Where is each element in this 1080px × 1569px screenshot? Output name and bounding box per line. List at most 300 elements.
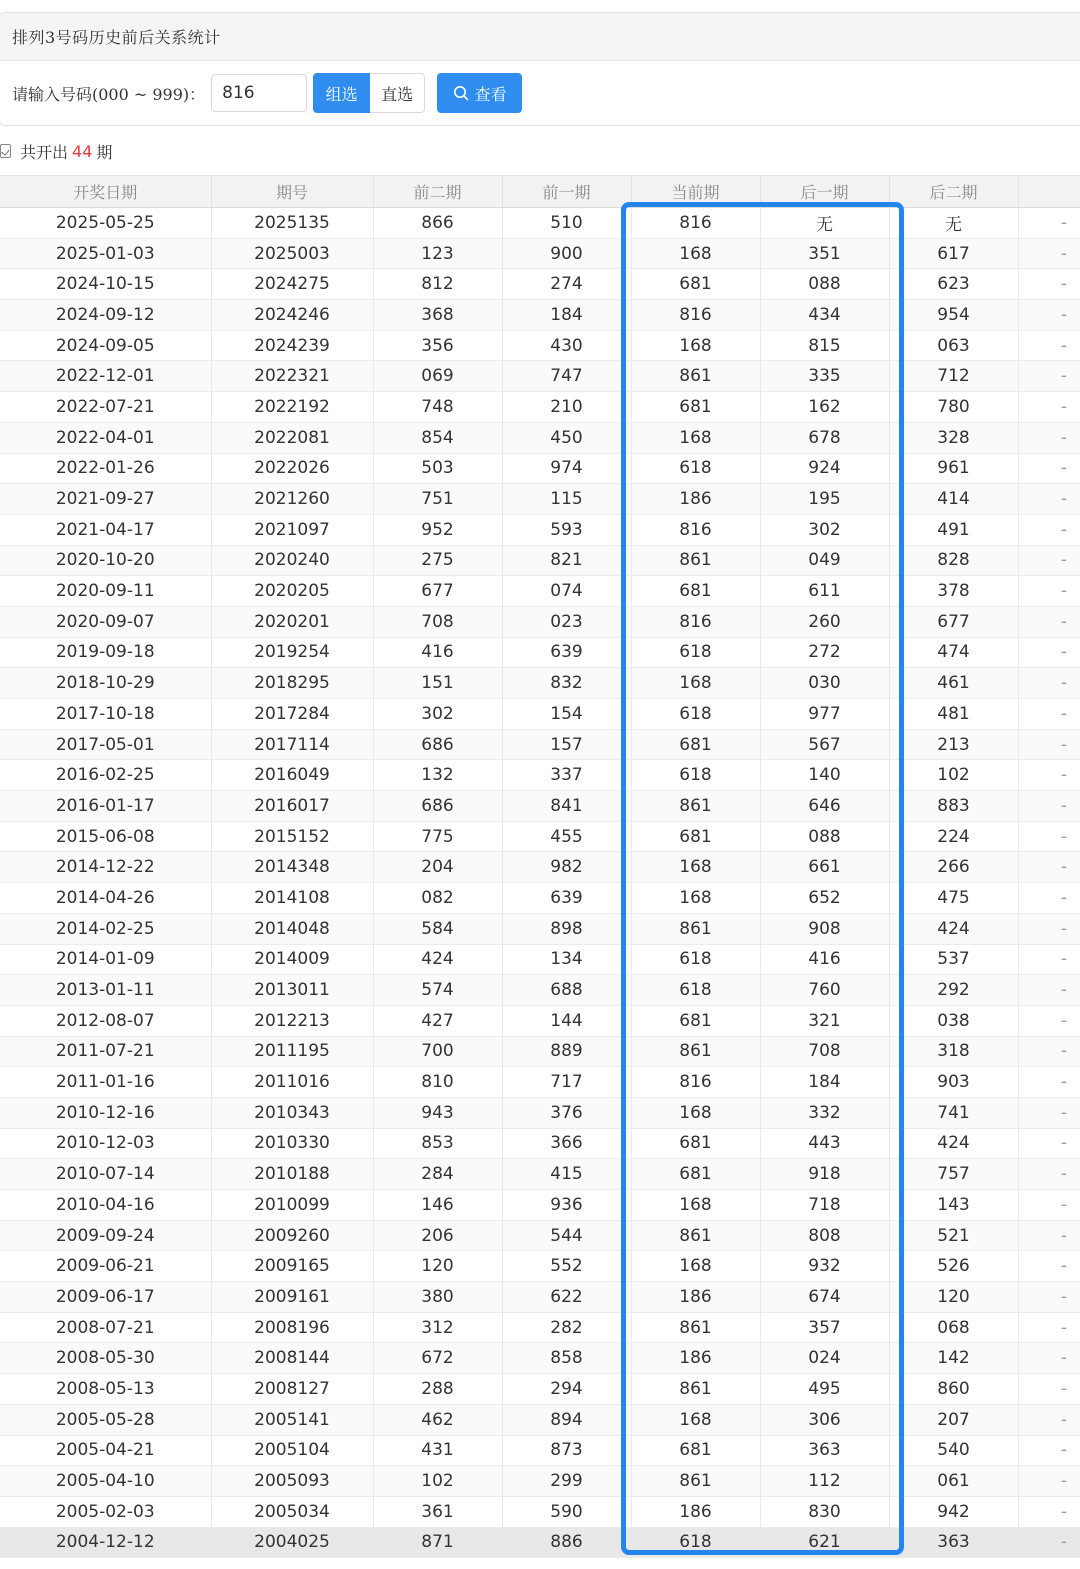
table-cell: 168 [631,1251,760,1282]
group-mode-button[interactable]: 组选 [313,73,370,113]
table-cell: 2005-04-21 [0,1435,211,1466]
table-cell: 2020-09-11 [0,576,211,607]
table-cell: 115 [502,484,631,515]
table-cell: 810 [373,1067,502,1098]
table-cell: 812 [373,269,502,300]
table-cell: 623 [889,269,1018,300]
table-cell: 2022-07-21 [0,392,211,423]
table-cell: 861 [631,1312,760,1343]
table-cell: 2022-12-01 [0,361,211,392]
number-input[interactable] [211,74,307,112]
table-cell: 873 [502,1435,631,1466]
table-cell-overflow: - [1018,422,1080,453]
table-cell: 639 [502,883,631,914]
table-row [0,699,1080,730]
table-row [0,668,1080,699]
table-cell: 146 [373,1190,502,1221]
table-cell: 861 [631,1466,760,1497]
table-cell: 186 [631,1496,760,1527]
table-cell: 302 [760,514,889,545]
table-cell-overflow: - [1018,1005,1080,1036]
table-cell-overflow: - [1018,576,1080,607]
result-summary [0,138,112,164]
table-cell: 932 [760,1251,889,1282]
table-cell: 674 [760,1282,889,1313]
table-cell: 717 [502,1067,631,1098]
table-cell: 677 [373,576,502,607]
table-cell: 2008127 [211,1374,373,1405]
table-cell: 376 [502,1097,631,1128]
table-cell: 2020240 [211,545,373,576]
table-cell: 462 [373,1404,502,1435]
table-cell: 416 [760,944,889,975]
table-cell: 2008-05-13 [0,1374,211,1405]
table-cell: 2025-05-25 [0,208,211,239]
table-cell: 681 [631,1159,760,1190]
table-row [0,361,1080,392]
table-row [0,637,1080,668]
table-cell: 898 [502,913,631,944]
table-cell: 646 [760,791,889,822]
table-cell: 168 [631,668,760,699]
summary-suffix: 期 [96,142,113,162]
summary-prefix: 共开出 [20,142,69,162]
table-cell: 816 [631,514,760,545]
search-icon [453,85,469,101]
view-button[interactable] [437,73,522,113]
table-cell: 023 [502,606,631,637]
table-cell: 123 [373,238,502,269]
table-cell-overflow: - [1018,392,1080,423]
table-cell-overflow: - [1018,1435,1080,1466]
table-cell: 424 [889,913,1018,944]
table-cell: 024 [760,1343,889,1374]
table-cell: 617 [889,238,1018,269]
table-cell: 157 [502,729,631,760]
table-cell: 260 [760,606,889,637]
table-row [0,1312,1080,1343]
table-cell: 416 [373,637,502,668]
table-cell: 751 [373,484,502,515]
table-cell: 621 [760,1527,889,1558]
table-cell: 140 [760,760,889,791]
table-cell: 688 [502,975,631,1006]
table-cell: 2017-05-01 [0,729,211,760]
table-cell: 272 [760,637,889,668]
table-cell-overflow: - [1018,330,1080,361]
table-cell: 318 [889,1036,1018,1067]
table-header-row [0,176,1080,208]
table-cell: 861 [631,913,760,944]
table-cell: 2009165 [211,1251,373,1282]
table-cell: 2022026 [211,453,373,484]
table-cell: 860 [889,1374,1018,1405]
table-cell: 038 [889,1005,1018,1036]
table-cell: 2010188 [211,1159,373,1190]
table-cell: 030 [760,668,889,699]
table-cell: 168 [631,1190,760,1221]
table-row [0,1527,1080,1558]
table-row [0,1128,1080,1159]
table-cell: 2021097 [211,514,373,545]
table-cell: 900 [502,238,631,269]
table-cell: 207 [889,1404,1018,1435]
table-row [0,1282,1080,1313]
table-cell-overflow: - [1018,1282,1080,1313]
table-cell: 780 [889,392,1018,423]
table-cell: 337 [502,760,631,791]
table-cell: 677 [889,606,1018,637]
table-cell: 475 [889,883,1018,914]
table-cell: 2022321 [211,361,373,392]
table-cell: 2005-05-28 [0,1404,211,1435]
table-cell: 2019-09-18 [0,637,211,668]
search-row [0,61,1080,125]
table-cell: 681 [631,1128,760,1159]
number-input-label: 请输入号码(000 ~ 999)： [12,84,206,104]
table-cell: 481 [889,699,1018,730]
table-cell: 861 [631,1374,760,1405]
table-cell: 2021-09-27 [0,484,211,515]
table-cell: 455 [502,821,631,852]
table-cell: 2022081 [211,422,373,453]
table-cell: 2004025 [211,1527,373,1558]
table-cell: 815 [760,330,889,361]
table-cell: 2016049 [211,760,373,791]
table-cell-overflow: - [1018,1496,1080,1527]
table-cell: 681 [631,1005,760,1036]
table-cell: 2017114 [211,729,373,760]
table-cell: 2008-07-21 [0,1312,211,1343]
table-cell: 312 [373,1312,502,1343]
table-cell: 908 [760,913,889,944]
table-row [0,852,1080,883]
table-cell: 284 [373,1159,502,1190]
table-cell-overflow: - [1018,913,1080,944]
table-cell-overflow: - [1018,1036,1080,1067]
table-cell-overflow: - [1018,1312,1080,1343]
table-row [0,1159,1080,1190]
table-cell: 886 [502,1527,631,1558]
table-cell: 2014-04-26 [0,883,211,914]
table-cell: 2017284 [211,699,373,730]
table-cell: 204 [373,852,502,883]
table-cell: 2005-02-03 [0,1496,211,1527]
table-cell: 328 [889,422,1018,453]
table-body [0,208,1080,1558]
table-cell: 526 [889,1251,1018,1282]
table-row [0,1190,1080,1221]
table-cell: 574 [373,975,502,1006]
table-cell-overflow: - [1018,852,1080,883]
table-cell: 无 [889,208,1018,239]
table-cell: 299 [502,1466,631,1497]
table-cell: 335 [760,361,889,392]
table-cell: 2009-06-17 [0,1282,211,1313]
table-cell: 144 [502,1005,631,1036]
table-cell: 206 [373,1220,502,1251]
column-header: 期号 [211,176,373,208]
table-cell-overflow: - [1018,729,1080,760]
view-button-label: 查看 [474,84,507,104]
table-row [0,1220,1080,1251]
table-cell: 142 [889,1343,1018,1374]
table-cell-overflow: - [1018,1067,1080,1098]
table-row [0,821,1080,852]
history-table [0,175,1080,1558]
table-row [0,208,1080,239]
table-cell: 2024246 [211,300,373,331]
table-cell-overflow: - [1018,514,1080,545]
table-cell: 2011016 [211,1067,373,1098]
table-cell: 708 [760,1036,889,1067]
table-cell: 无 [760,208,889,239]
table-cell: 431 [373,1435,502,1466]
table-cell: 681 [631,821,760,852]
table-row [0,269,1080,300]
table-cell: 168 [631,1404,760,1435]
table-cell: 294 [502,1374,631,1405]
table-cell: 894 [502,1404,631,1435]
table-cell: 356 [373,330,502,361]
table-cell: 2016-01-17 [0,791,211,822]
table-cell: 414 [889,484,1018,515]
table-cell: 708 [373,606,502,637]
table-cell: 618 [631,453,760,484]
table-cell: 361 [373,1496,502,1527]
table-row [0,606,1080,637]
table-cell: 168 [631,422,760,453]
table-row [0,1097,1080,1128]
table-cell: 2019254 [211,637,373,668]
table-cell: 2018-10-29 [0,668,211,699]
column-header: 前二期 [373,176,502,208]
table-cell: 491 [889,514,1018,545]
table-cell: 427 [373,1005,502,1036]
table-cell: 681 [631,269,760,300]
table-row [0,238,1080,269]
table-row [0,1374,1080,1405]
table-cell: 593 [502,514,631,545]
table-cell: 718 [760,1190,889,1221]
table-cell-overflow: - [1018,1404,1080,1435]
table-row [0,422,1080,453]
table-cell: 639 [502,637,631,668]
table-cell: 495 [760,1374,889,1405]
table-cell: 2016-02-25 [0,760,211,791]
table-cell: 590 [502,1496,631,1527]
table-cell: 302 [373,699,502,730]
table-cell: 2014348 [211,852,373,883]
table-cell: 068 [889,1312,1018,1343]
table-cell-overflow: - [1018,1190,1080,1221]
table-cell-overflow: - [1018,1220,1080,1251]
table-cell: 510 [502,208,631,239]
table-cell: 2010-04-16 [0,1190,211,1221]
table-cell: 611 [760,576,889,607]
table-cell: 168 [631,1097,760,1128]
table-cell-overflow: - [1018,1097,1080,1128]
table-cell-overflow: - [1018,668,1080,699]
table-cell: 2012213 [211,1005,373,1036]
table-cell: 977 [760,699,889,730]
table-row [0,392,1080,423]
table-cell: 2010-12-16 [0,1097,211,1128]
table-cell: 274 [502,269,631,300]
table-cell: 681 [631,392,760,423]
table-row [0,1005,1080,1036]
table-cell: 2011-01-16 [0,1067,211,1098]
table-cell-overflow: - [1018,269,1080,300]
table-cell: 2014-12-22 [0,852,211,883]
table-cell-overflow: - [1018,883,1080,914]
table-cell: 434 [760,300,889,331]
table-cell-overflow: - [1018,361,1080,392]
table-cell: 2024-09-12 [0,300,211,331]
table-cell: 151 [373,668,502,699]
table-cell: 2014-01-09 [0,944,211,975]
table-cell: 2005-04-10 [0,1466,211,1497]
table-cell: 2025135 [211,208,373,239]
table-row [0,913,1080,944]
table-cell: 2010-07-14 [0,1159,211,1190]
table-cell: 2021260 [211,484,373,515]
table-cell: 168 [631,330,760,361]
table-cell: 686 [373,791,502,822]
table-cell: 2020-10-20 [0,545,211,576]
table-cell: 2025003 [211,238,373,269]
table-cell: 2009161 [211,1282,373,1313]
table-cell: 2013-01-11 [0,975,211,1006]
table-cell: 168 [631,238,760,269]
table-cell: 2005141 [211,1404,373,1435]
table-cell: 168 [631,852,760,883]
table-cell: 351 [760,238,889,269]
checklist-icon [0,144,11,158]
table-cell: 748 [373,392,502,423]
table-cell: 924 [760,453,889,484]
table-cell: 760 [760,975,889,1006]
table-row [0,883,1080,914]
table-cell: 832 [502,668,631,699]
table-cell: 686 [373,729,502,760]
table-cell: 2022192 [211,392,373,423]
table-cell-overflow: - [1018,1527,1080,1558]
table-cell: 808 [760,1220,889,1251]
table-cell: 120 [889,1282,1018,1313]
table-row [0,1251,1080,1282]
table-cell: 380 [373,1282,502,1313]
table-cell: 2011-07-21 [0,1036,211,1067]
table-cell: 672 [373,1343,502,1374]
table-cell-overflow: - [1018,699,1080,730]
table-cell: 2024275 [211,269,373,300]
table-row [0,975,1080,1006]
table-cell: 2015152 [211,821,373,852]
table-cell: 828 [889,545,1018,576]
table-cell: 918 [760,1159,889,1190]
table-cell: 618 [631,975,760,1006]
table-cell: 954 [889,300,1018,331]
table-cell: 424 [373,944,502,975]
table-cell: 816 [631,1067,760,1098]
table-cell: 712 [889,361,1018,392]
table-cell: 741 [889,1097,1018,1128]
column-header: 前一期 [502,176,631,208]
table-cell: 2014048 [211,913,373,944]
direct-mode-button[interactable]: 直选 [370,73,425,113]
table-cell: 186 [631,1282,760,1313]
table-cell: 074 [502,576,631,607]
table-cell: 112 [760,1466,889,1497]
column-header: 后二期 [889,176,1018,208]
table-cell-overflow: - [1018,545,1080,576]
table-cell: 821 [502,545,631,576]
table-cell: 2010343 [211,1097,373,1128]
table-cell: 282 [502,1312,631,1343]
table-cell: 430 [502,330,631,361]
table-cell: 2009-09-24 [0,1220,211,1251]
summary-count: 44 [72,141,93,161]
panel-title: 排列3号码历史前后关系统计 [0,13,1080,61]
table-cell: 816 [631,208,760,239]
table-row [0,484,1080,515]
table-cell: 678 [760,422,889,453]
table-cell: 883 [889,791,1018,822]
table-cell: 618 [631,760,760,791]
table-cell: 132 [373,760,502,791]
table-cell: 652 [760,883,889,914]
table-cell: 102 [889,760,1018,791]
table-cell-overflow: - [1018,975,1080,1006]
table-cell: 049 [760,545,889,576]
table-cell: 861 [631,545,760,576]
table-cell: 2016017 [211,791,373,822]
table-cell: 154 [502,699,631,730]
table-cell: 306 [760,1404,889,1435]
table-cell: 942 [889,1496,1018,1527]
table-cell: 2025-01-03 [0,238,211,269]
table-cell: 858 [502,1343,631,1374]
table-cell: 2008196 [211,1312,373,1343]
table-cell: 974 [502,453,631,484]
table-cell: 2005093 [211,1466,373,1497]
table-cell: 816 [631,606,760,637]
table-cell: 061 [889,1466,1018,1497]
table-cell: 982 [502,852,631,883]
table-cell: 461 [889,668,1018,699]
table-cell: 943 [373,1097,502,1128]
table-cell: 368 [373,300,502,331]
table-cell-overflow: - [1018,453,1080,484]
table-cell: 143 [889,1190,1018,1221]
table-cell: 321 [760,1005,889,1036]
table-row [0,791,1080,822]
table-cell-overflow: - [1018,1128,1080,1159]
table-cell: 2020-09-07 [0,606,211,637]
table-cell: 2021-04-17 [0,514,211,545]
table-cell: 2010099 [211,1190,373,1221]
table-cell: 2014009 [211,944,373,975]
table-cell: 2011195 [211,1036,373,1067]
table-cell: 681 [631,729,760,760]
table-cell: 424 [889,1128,1018,1159]
table-cell: 681 [631,1435,760,1466]
table-cell-overflow: - [1018,238,1080,269]
table-cell: 618 [631,1527,760,1558]
table-cell: 2010-12-03 [0,1128,211,1159]
table-row [0,944,1080,975]
